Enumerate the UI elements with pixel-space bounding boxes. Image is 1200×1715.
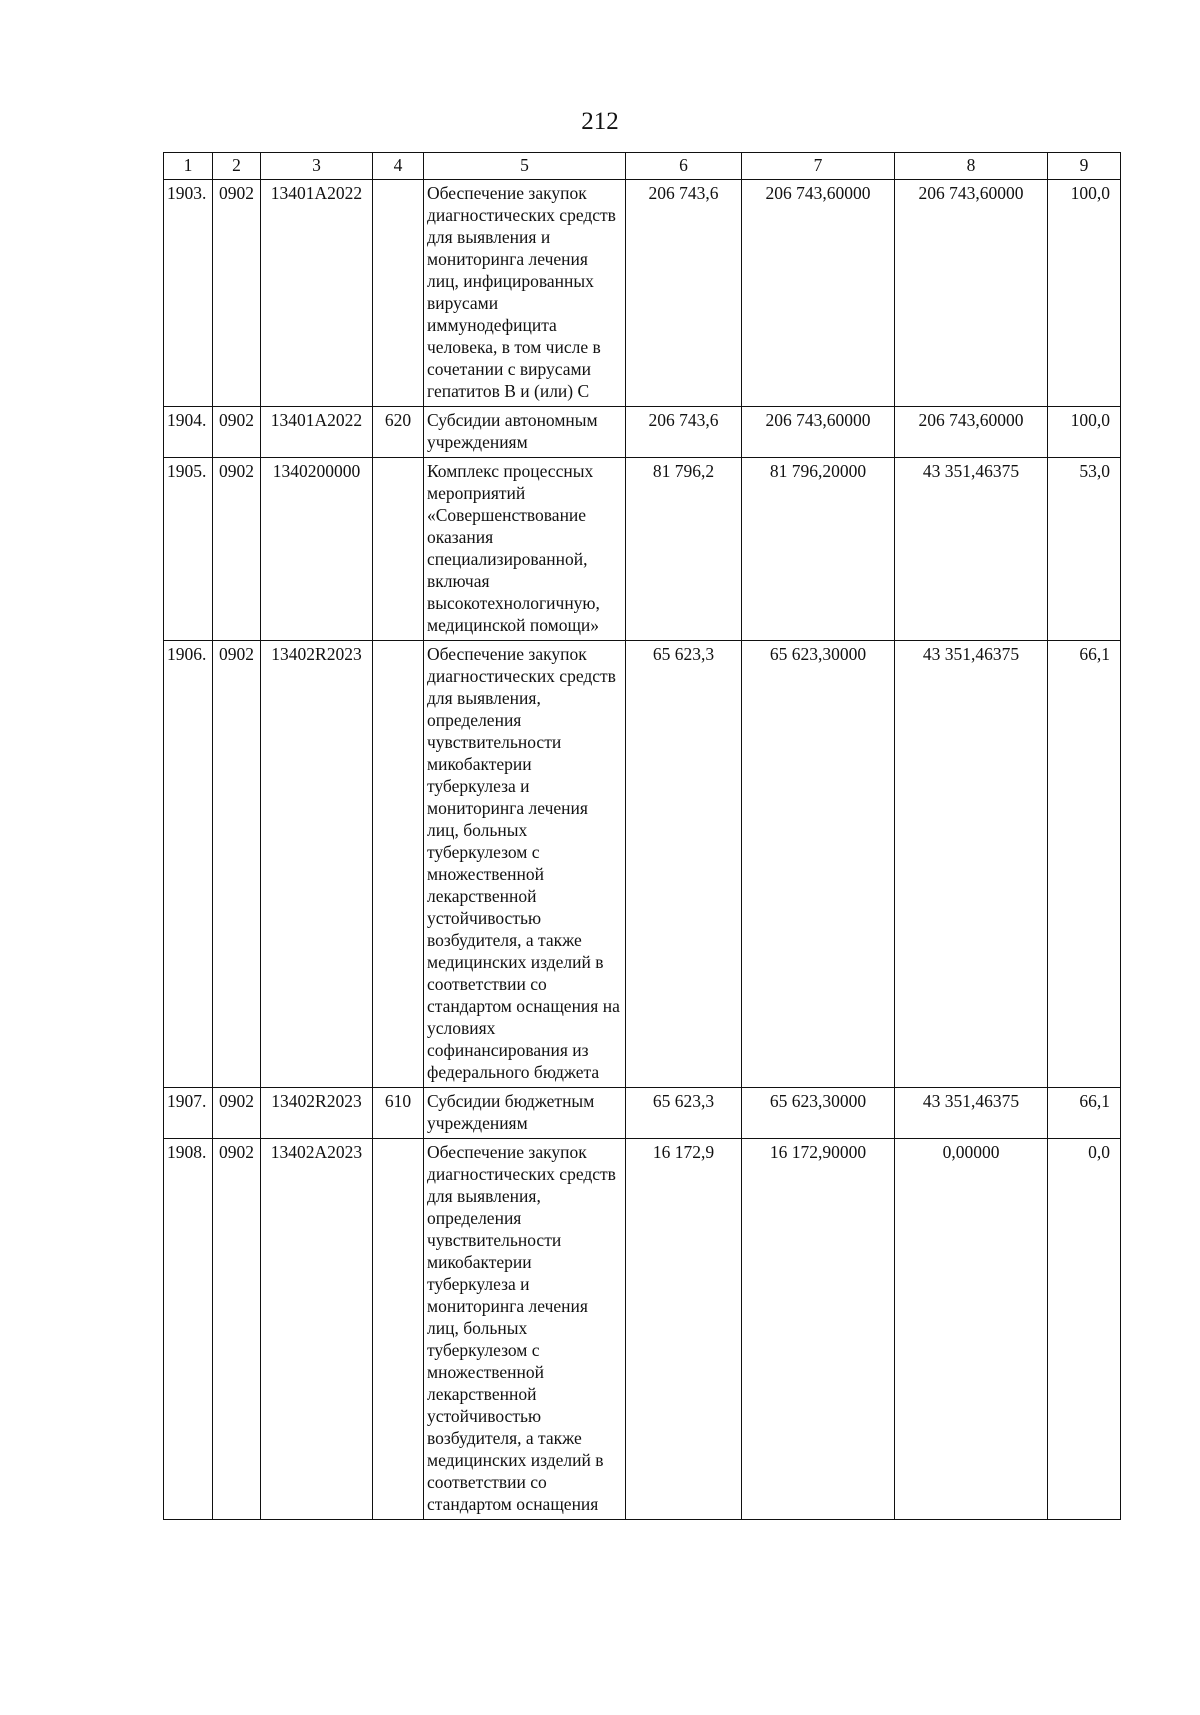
planned-amount: 206 743,60000 xyxy=(742,180,895,407)
planned-amount: 65 623,30000 xyxy=(742,1088,895,1139)
target-code: 13401A2022 xyxy=(261,407,373,458)
executed-amount: 0,00000 xyxy=(895,1139,1048,1520)
expense-type: 610 xyxy=(373,1088,424,1139)
planned-amount: 206 743,60000 xyxy=(742,407,895,458)
item-name: Обеспечение закупок диагностических средств для выявления и мониторинга лечения лиц, инфицированных вирусами иммунодефицита человека, в том числе в сочетании с вирусами гепатитов В и (или) С xyxy=(424,180,626,407)
expense-type: 620 xyxy=(373,407,424,458)
table-row xyxy=(164,180,1121,407)
item-name: Субсидии бюджетным учреждениям xyxy=(424,1088,626,1139)
execution-percent: 66,1 xyxy=(1048,1088,1121,1139)
expense-type xyxy=(373,180,424,407)
budget-table xyxy=(163,152,1121,1520)
executed-amount: 206 743,60000 xyxy=(895,180,1048,407)
execution-percent: 0,0 xyxy=(1048,1139,1121,1520)
executed-amount: 43 351,46375 xyxy=(895,1088,1048,1139)
approved-amount: 16 172,9 xyxy=(626,1139,742,1520)
table-header-row xyxy=(164,153,1121,180)
approved-amount: 65 623,3 xyxy=(626,1088,742,1139)
row-number: 1907. xyxy=(164,1088,213,1139)
item-name: Обеспечение закупок диагностических средств для выявления, определения чувствительности микобактерии туберкулеза и мониторинга лечения лиц, больных туберкулезом с множественной лекарственной устойчивостью возбудителя, а также медицинских изделий в соответствии со стандартом оснащения xyxy=(424,1139,626,1520)
target-code: 13402R2023 xyxy=(261,641,373,1088)
execution-percent: 100,0 xyxy=(1048,180,1121,407)
table-row xyxy=(164,641,1121,1088)
approved-amount: 206 743,6 xyxy=(626,180,742,407)
section-code: 0902 xyxy=(213,641,261,1088)
table-row xyxy=(164,458,1121,641)
item-name: Субсидии автономным учреждениям xyxy=(424,407,626,458)
planned-amount: 16 172,90000 xyxy=(742,1139,895,1520)
executed-amount: 43 351,46375 xyxy=(895,458,1048,641)
page-number: 212 xyxy=(581,108,619,135)
execution-percent: 53,0 xyxy=(1048,458,1121,641)
approved-amount: 65 623,3 xyxy=(626,641,742,1088)
approved-amount: 206 743,6 xyxy=(626,407,742,458)
execution-percent: 100,0 xyxy=(1048,407,1121,458)
row-number: 1905. xyxy=(164,458,213,641)
header-cell-4: 4 xyxy=(373,153,424,180)
header-cell-2: 2 xyxy=(213,153,261,180)
expense-type xyxy=(373,641,424,1088)
planned-amount: 81 796,20000 xyxy=(742,458,895,641)
executed-amount: 206 743,60000 xyxy=(895,407,1048,458)
table-row xyxy=(164,407,1121,458)
row-number: 1904. xyxy=(164,407,213,458)
target-code: 13401A2022 xyxy=(261,180,373,407)
header-cell-9: 9 xyxy=(1048,153,1121,180)
header-cell-8: 8 xyxy=(895,153,1048,180)
header-cell-5: 5 xyxy=(424,153,626,180)
header-cell-7: 7 xyxy=(742,153,895,180)
section-code: 0902 xyxy=(213,1088,261,1139)
section-code: 0902 xyxy=(213,458,261,641)
target-code: 13402A2023 xyxy=(261,1139,373,1520)
row-number: 1903. xyxy=(164,180,213,407)
expense-type xyxy=(373,458,424,641)
item-name: Обеспечение закупок диагностических средств для выявления, определения чувствительности микобактерии туберкулеза и мониторинга лечения лиц, больных туберкулезом с множественной лекарственной устойчивостью возбудителя, а также медицинских изделий в соответствии со стандартом оснащения на условиях софинансирования из федерального бюджета xyxy=(424,641,626,1088)
target-code: 1340200000 xyxy=(261,458,373,641)
executed-amount: 43 351,46375 xyxy=(895,641,1048,1088)
execution-percent: 66,1 xyxy=(1048,641,1121,1088)
section-code: 0902 xyxy=(213,180,261,407)
header-cell-1: 1 xyxy=(164,153,213,180)
table-row xyxy=(164,1088,1121,1139)
item-name: Комплекс процессных мероприятий «Совершенствование оказания специализированной, включая высокотехнологичную, медицинской помощи» xyxy=(424,458,626,641)
section-code: 0902 xyxy=(213,407,261,458)
target-code: 13402R2023 xyxy=(261,1088,373,1139)
header-cell-3: 3 xyxy=(261,153,373,180)
header-cell-6: 6 xyxy=(626,153,742,180)
section-code: 0902 xyxy=(213,1139,261,1520)
approved-amount: 81 796,2 xyxy=(626,458,742,641)
row-number: 1906. xyxy=(164,641,213,1088)
table-row xyxy=(164,1139,1121,1520)
planned-amount: 65 623,30000 xyxy=(742,641,895,1088)
row-number: 1908. xyxy=(164,1139,213,1520)
expense-type xyxy=(373,1139,424,1520)
